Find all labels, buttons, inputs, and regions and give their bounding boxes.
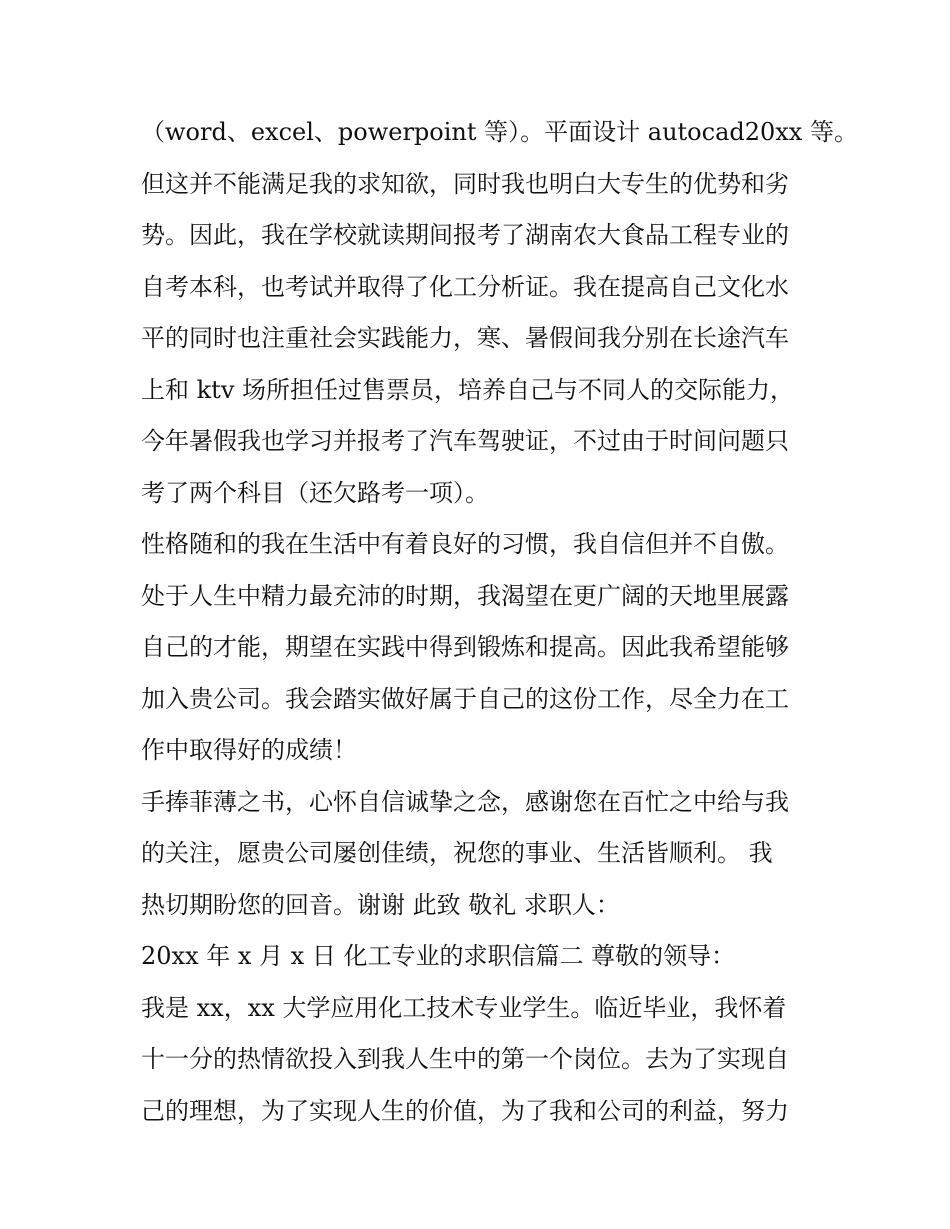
text-line: 十一分的热情欲投入到我人生中的第一个岗位。去为了实现自 [141,1045,789,1073]
text-line: 但这并不能满足我的求知欲，同时我也明白大专生的优势和劣 [141,169,789,198]
text-line: 上和 ktv 场所担任过售票员，培养自己与不同人的交际能力， [141,375,795,404]
text-line: （word、excel、powerpoint 等）。平面设计 autocad20xx 等。 [141,118,858,146]
text-line: 己的理想，为了实现人生的价值，为了我和公司的利益，努力 [141,1096,789,1125]
text-line: 处于人生中精力最充沛的时期，我渴望在更广阔的天地里展露 [141,581,789,610]
text-line: 手捧菲薄之书，心怀自信诚挚之念，感谢您在百忙之中给与我 [141,787,789,816]
text-line: 势。因此，我在学校就读期间报考了湖南农大食品工程专业的 [141,221,789,249]
text-line: 我是 xx，xx 大学应用化工技术专业学生。临近毕业，我怀着 [141,993,787,1022]
text-line: 加入贵公司。我会踏实做好属于自己的这份工作，尽全力在工 [141,684,789,713]
text-line: 考了两个科目（还欠路考一项）。 [141,478,489,507]
text-line: 的关注，愿贵公司屡创佳绩，祝您的事业、生活皆顺利。 我 [141,839,773,867]
text-line: 性格随和的我在生活中有着良好的习惯，我自信但并不自傲。 [141,530,789,558]
text-line: 自己的才能，期望在实践中得到锻炼和提高。因此我希望能够 [141,633,789,661]
text-line: 平的同时也注重社会实践能力，寒、暑假间我分别在长途汽车 [141,324,789,352]
text-line: 今年暑假我也学习并报考了汽车驾驶证，不过由于时间问题只 [141,427,789,455]
text-line: 自考本科，也考试并取得了化工分析证。我在提高自己文化水 [141,272,789,301]
text-line: 20xx 年 x 月 x 日 化工专业的求职信篇二 尊敬的领导： [141,942,736,970]
body-text [141,107,858,1137]
text-line: 作中取得好的成绩！ [141,736,357,764]
text-line: 热切期盼您的回音。谢谢 此致 敬礼 求职人： [141,890,620,919]
